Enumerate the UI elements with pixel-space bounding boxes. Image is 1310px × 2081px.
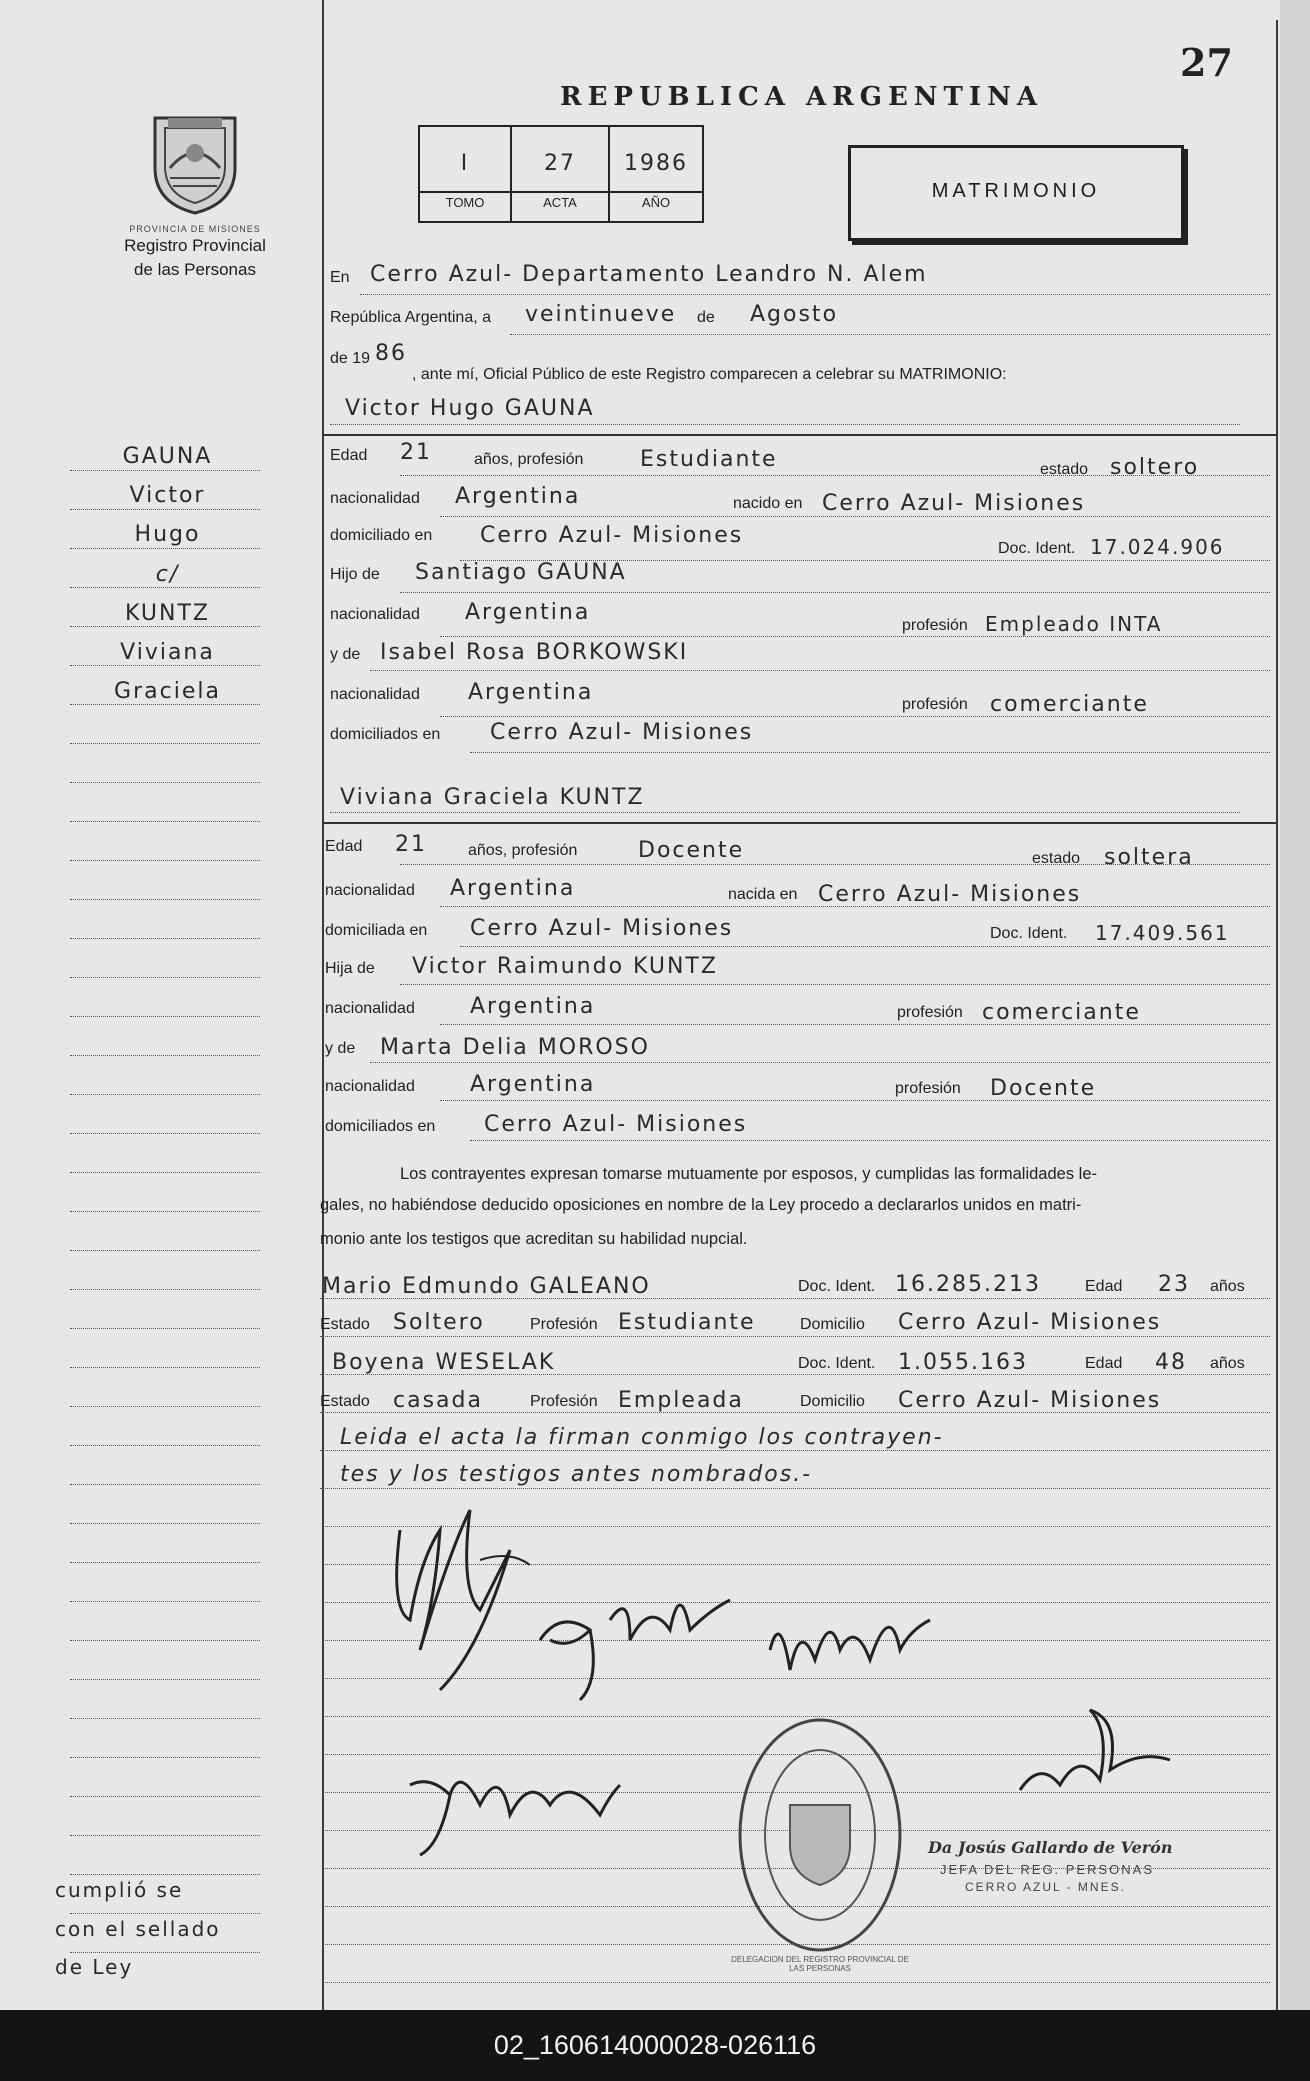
margin-ruled-line [70,1640,260,1641]
margin-name-7: Graciela [114,679,221,704]
intro-place: Cerro Azul- Departamento Leandro N. Alem [370,262,928,287]
closing-line-2: tes y los testigos antes nombrados.- [340,1462,813,1487]
margin-ruled-line [70,860,260,861]
groom-mother: Isabel Rosa BORKOWSKI [380,640,689,665]
margin-ruled-line [70,1601,260,1602]
groom-father-nat: Argentina [465,600,591,625]
intro-year-prefix: de 19 [330,350,371,367]
witness2-prof-label: Profesión [530,1393,598,1410]
bride-estado-label: estado [1032,850,1081,867]
groom-father-prof-label: profesión [902,617,968,634]
bride-doc: 17.409.561 [1095,921,1230,945]
margin-ruled-line [70,1367,260,1368]
bride-domicile: Cerro Azul- Misiones [470,916,734,941]
intro-year-suffix: 86 [375,341,407,366]
intro-de-label: de [697,309,715,326]
official-place: CERRO AZUL - MNES. [965,1880,1126,1894]
witness2-edad-label: Edad [1085,1355,1123,1372]
tomo-label: TOMO [445,195,485,210]
registry-name-line1: Registro Provincial [124,236,266,255]
margin-ruled-line [70,1718,260,1719]
margin-ruled-line [70,1523,260,1524]
bride-age: 21 [395,832,427,857]
groom-birthplace: Cerro Azul- Misiones [822,491,1086,516]
bride-mother-prof-label: profesión [895,1080,961,1097]
witness1-name: Mario Edmundo GALEANO [322,1274,651,1299]
margin-ruled-line [70,509,260,510]
margin-ruled-line [70,587,260,588]
bride-mother-nac-label: nacionalidad [325,1078,415,1095]
groom-parents-dom-label: domiciliados en [330,726,441,743]
witness1-marital: Soltero [393,1310,485,1335]
intro-republic-label: República Argentina, a [330,309,491,326]
groom-nationality: Argentina [455,484,581,509]
country-heading: REPUBLICA ARGENTINA [560,82,1044,112]
signature-witness1 [760,1590,940,1700]
acta-label: ACTA [543,195,577,210]
margin-name-3: Hugo [134,522,201,547]
groom-yde-label: y de [330,646,361,663]
groom-doc-label: Doc. Ident. [998,540,1076,557]
groom-doc: 17.024.906 [1090,535,1225,559]
margin-line [322,0,324,2010]
witness1-profession: Estudiante [618,1310,756,1335]
margin-ruled-line [70,548,260,549]
margin-ruled-line [70,1055,260,1056]
margin-ruled-line [70,1016,260,1017]
witness1-anios-label: años [1210,1278,1245,1295]
bride-mother: Marta Delia MOROSO [380,1035,650,1060]
bride-yde-label: y de [325,1040,356,1057]
witness2-name: Boyena WESELAK [332,1350,556,1375]
margin-name-2: Victor [129,483,206,508]
groom-full-name: Victor Hugo GAUNA [345,396,595,421]
page-edge [1280,0,1310,2010]
groom-mother-prof-label: profesión [902,696,968,713]
witness2-estado-label: Estado [320,1393,370,1410]
page-number: 27 [1180,40,1233,85]
witness2-doc-label: Doc. Ident. [798,1355,876,1372]
bride-father-nac-label: nacionalidad [325,1000,415,1017]
signature-bride [530,1570,770,1710]
witness2-doc: 1.055.163 [898,1350,1028,1375]
groom-age: 21 [400,440,432,465]
groom-hijo-label: Hijo de [330,566,380,583]
margin-ruled-line [70,821,260,822]
margin-note-3: de Ley [55,1955,134,1979]
groom-parents-dom: Cerro Azul- Misiones [490,720,754,745]
groom-anios-label: años, profesión [474,451,584,468]
bride-nac-label: nacionalidad [325,882,415,899]
anio-value: 1986 [624,151,688,176]
bride-nacida-label: nacida en [728,886,798,903]
bride-parents-dom-label: domiciliados en [325,1118,436,1135]
margin-ruled-line [70,899,260,900]
margin-ruled-line [70,1484,260,1485]
margin-note-1: cumplió se [55,1878,184,1902]
province-seal-icon [140,108,250,218]
groom-nac-label: nacionalidad [330,490,420,507]
witness2-age: 48 [1155,1350,1187,1375]
registry-stamp-icon [735,1715,905,1955]
witness2-profession: Empleada [618,1388,744,1413]
margin-ruled-line [70,1679,260,1680]
margin-ruled-line [70,1796,260,1797]
margin-ruled-line [70,626,260,627]
margin-name-1: GAUNA [122,444,213,469]
bride-doc-label: Doc. Ident. [990,925,1068,942]
groom-edad-label: Edad [330,447,368,464]
acta-value: 27 [544,151,576,176]
groom-dom-label: domiciliado en [330,527,433,544]
right-border-line [1276,20,1278,2010]
signature-witness2 [400,1755,630,1865]
groom-mother-nat: Argentina [468,680,594,705]
margin-ruled-line [70,782,260,783]
bride-profession: Docente [638,838,745,863]
groom-father-prof: Empleado INTA [985,612,1163,636]
witness1-doc-label: Doc. Ident. [798,1278,876,1295]
margin-ruled-line [70,1406,260,1407]
bride-birthplace: Cerro Azul- Misiones [818,882,1082,907]
anio-label: AÑO [641,195,671,210]
witness1-doc: 16.285.213 [895,1272,1041,1297]
margin-ruled-line [70,1094,260,1095]
province-seal-text: PROVINCIA DE MISIONES [129,224,261,234]
bride-father-prof: comerciante [982,1000,1141,1025]
margin-ruled-line [70,1562,260,1563]
bride-full-name: Viviana Graciela KUNTZ [340,785,645,810]
margin-name-6: Viviana [120,640,215,665]
margin-ruled-line [70,1835,260,1836]
margin-ruled-line [70,1913,260,1914]
margin-ruled-line [70,470,260,471]
document-type-box [848,145,1184,241]
margin-ruled-line [70,1874,260,1875]
groom-nacido-label: nacido en [733,495,803,512]
margin-ruled-line [70,1328,260,1329]
witness1-edad-label: Edad [1085,1278,1123,1295]
document-type: MATRIMONIO [931,180,1101,202]
margin-name-4: c/ [155,562,180,587]
witness1-domicile: Cerro Azul- Misiones [898,1310,1162,1335]
registry-name-line2: de las Personas [134,260,256,279]
witness2-anios-label: años [1210,1355,1245,1372]
groom-mother-prof: comerciante [990,692,1149,717]
margin-ruled-line [70,1757,260,1758]
witness1-age: 23 [1158,1272,1190,1297]
groom-domicile: Cerro Azul- Misiones [480,523,744,548]
intro-text: , ante mí, Oficial Público de este Registro comparecen a celebrar su MATRIMONIO: [412,366,1007,383]
witness1-estado-label: Estado [320,1316,370,1333]
official-title: JEFA DEL REG. PERSONAS [940,1862,1155,1877]
bride-father: Victor Raimundo KUNTZ [412,954,718,979]
witness1-prof-label: Profesión [530,1316,598,1333]
declaration-line-3: monio ante los testigos que acreditan su habilidad nupcial. [320,1230,748,1248]
groom-father-nac-label: nacionalidad [330,606,420,623]
bride-mother-prof: Docente [990,1076,1097,1101]
margin-ruled-line [70,938,260,939]
witness1-dom-label: Domicilio [800,1316,865,1333]
declaration-line-1: Los contrayentes expresan tomarse mutuamente por esposos, y cumplidas las formalidades le- [400,1165,1098,1183]
bride-edad-label: Edad [325,838,363,855]
bride-anios-label: años, profesión [468,842,578,859]
margin-ruled-line [70,1211,260,1212]
margin-name-5: KUNTZ [125,601,210,626]
margin-ruled-line [70,977,260,978]
bride-dom-label: domiciliada en [325,922,428,939]
tomo-value: I [460,151,470,176]
intro-month: Agosto [750,302,839,327]
margin-ruled-line [70,1172,260,1173]
signature-official [1000,1690,1180,1820]
bride-father-prof-label: profesión [897,1004,963,1021]
groom-estado-label: estado [1040,461,1089,478]
bride-parents-dom: Cerro Azul- Misiones [484,1112,748,1137]
margin-note-2: con el sellado [55,1917,221,1941]
groom-father: Santiago GAUNA [415,560,627,585]
groom-profession: Estudiante [640,447,778,472]
bride-mother-nat: Argentina [470,1072,596,1097]
witness2-dom-label: Domicilio [800,1393,865,1410]
groom-marital: soltero [1110,455,1200,480]
record-box [418,125,704,223]
official-name: Da Josús Gallardo de Verón [928,1838,1173,1857]
bride-father-nat: Argentina [470,994,596,1019]
margin-ruled-line [70,1445,260,1446]
stamp-text: DELEGACION DEL REGISTRO PROVINCIAL DE LAS PERSONAS [731,1955,909,1973]
bride-hija-label: Hija de [325,960,375,977]
declaration-line-2: gales, no habiéndose deducido oposiciones en nombre de la Ley procedo a declararlos unidos en matri- [320,1196,1082,1214]
footer-id: 02_160614000028-026116 [0,2010,1310,2081]
witness2-marital: casada [393,1388,483,1413]
margin-ruled-line [70,743,260,744]
margin-ruled-line [70,704,260,705]
witness2-domicile: Cerro Azul- Misiones [898,1388,1162,1413]
ruled-line [325,1982,1270,1983]
margin-ruled-line [70,1250,260,1251]
intro-en-label: En [330,269,350,286]
margin-ruled-line [70,665,260,666]
intro-day: veintinueve [525,302,677,327]
closing-line-1: Leida el acta la firman conmigo los contrayen- [340,1425,944,1450]
groom-mother-nac-label: nacionalidad [330,686,420,703]
margin-ruled-line [70,1133,260,1134]
margin-ruled-line [70,1289,260,1290]
bride-marital: soltera [1104,845,1194,870]
bride-nationality: Argentina [450,876,576,901]
margin-ruled-line [70,1952,260,1953]
